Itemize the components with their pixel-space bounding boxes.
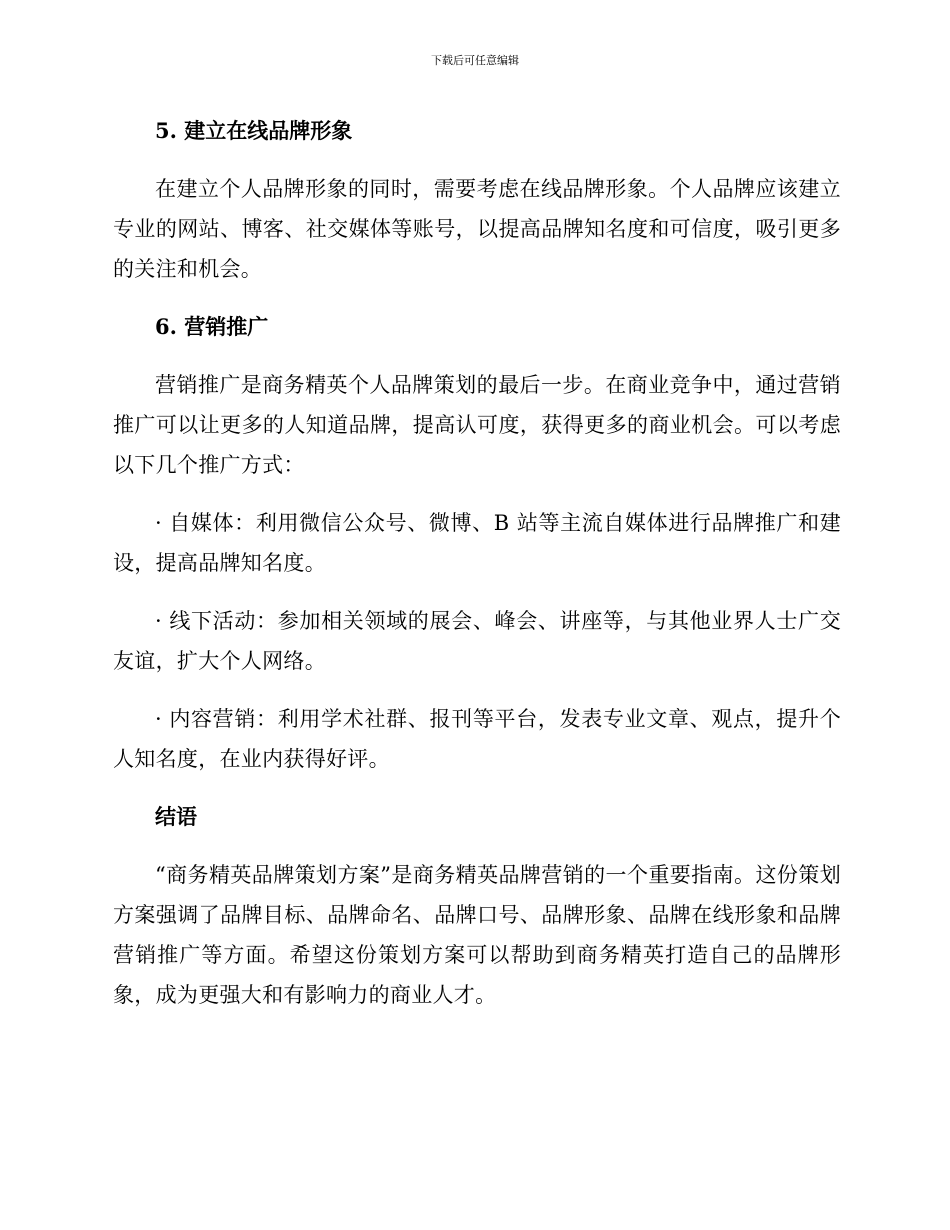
section-heading: 6. 营销推广 xyxy=(155,314,269,339)
section-heading: 结语 xyxy=(155,804,197,829)
bullet-paragraph: · 内容营销：利用学术社群、报刊等平台，发表专业文章、观点，提升个人知名度，在业内获得好评。 xyxy=(113,707,841,771)
paragraph: 在建立个人品牌形象的同时，需要考虑在线品牌形象。个人品牌应该建立专业的网站、博客、社交媒体等账号，以提高品牌知名度和可信度，吸引更多的关注和机会。 xyxy=(113,177,841,281)
bullet-paragraph: · 自媒体：利用微信公众号、微博、B 站等主流自媒体进行品牌推广和建设，提高品牌知名度。 xyxy=(113,511,841,575)
section-marketing-promotion xyxy=(113,307,841,779)
document-body xyxy=(113,111,841,1033)
page-header: 下载后可任意编辑 xyxy=(431,54,519,67)
section-online-brand xyxy=(113,111,841,289)
bullet-paragraph: · 线下活动：参加相关领域的展会、峰会、讲座等，与其他业界人士广交友谊，扩大个人网络。 xyxy=(113,609,841,673)
paragraph: 营销推广是商务精英个人品牌策划的最后一步。在商业竞争中，通过营销推广可以让更多的人知道品牌，提高认可度，获得更多的商业机会。可以考虑以下几个推广方式： xyxy=(113,373,841,477)
paragraph: “商务精英品牌策划方案”是商务精英品牌营销的一个重要指南。这份策划方案强调了品牌目标、品牌命名、品牌口号、品牌形象、品牌在线形象和品牌营销推广等方面。希望这份策划方案可以帮助到商务精英打造自己的品牌形象，成为更强大和有影响力的商业人才。 xyxy=(113,863,841,1007)
section-conclusion xyxy=(113,797,841,1015)
section-heading: 5. 建立在线品牌形象 xyxy=(155,118,353,143)
